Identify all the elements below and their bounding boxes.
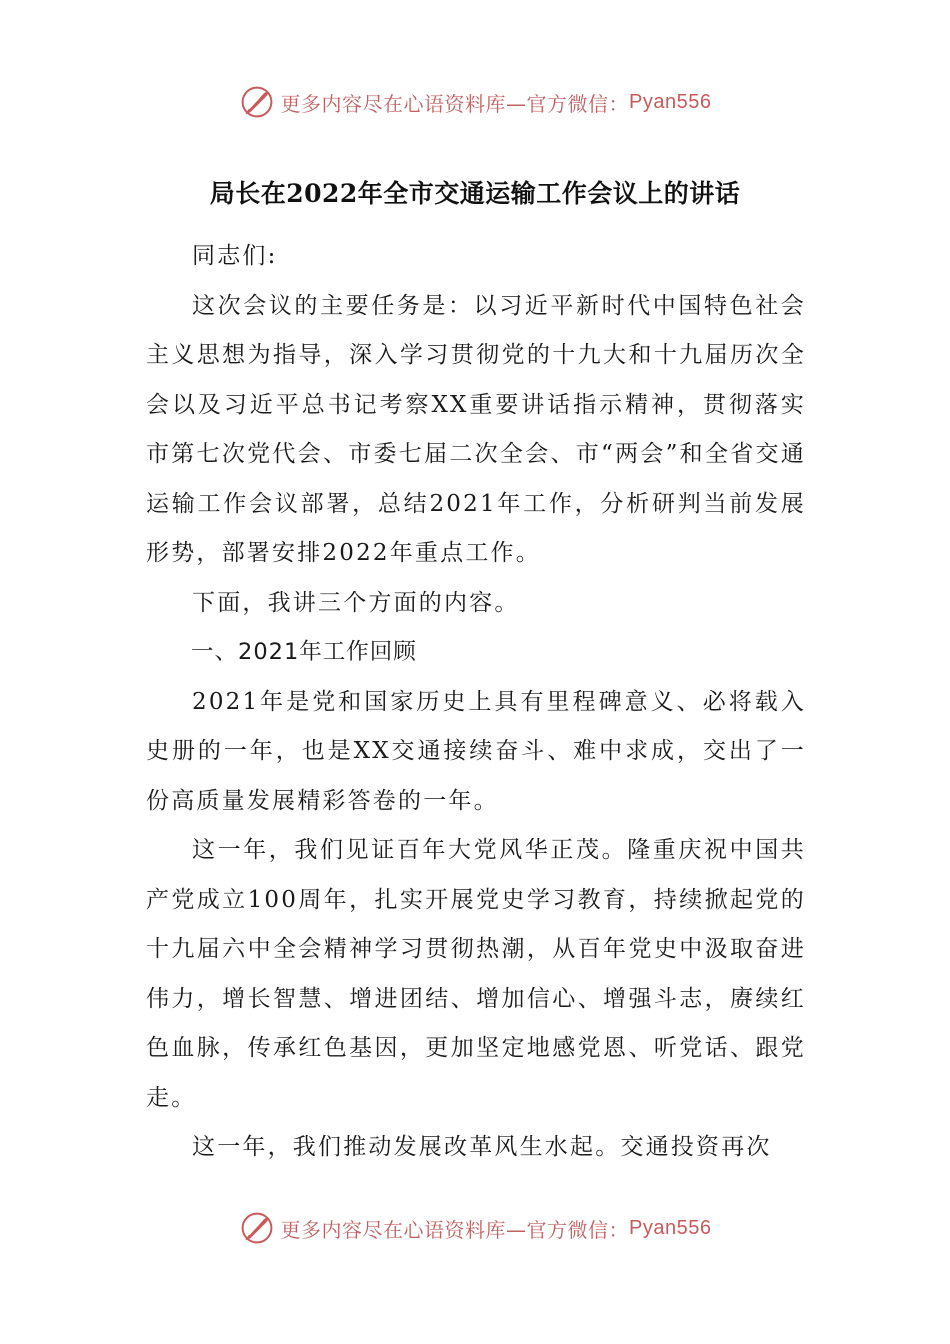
quill-pen-icon	[239, 1210, 275, 1246]
watermark-wechat-id: Pyan556	[629, 90, 712, 113]
quill-pen-icon	[239, 84, 275, 120]
salutation: 同志们:	[192, 243, 278, 269]
document-body	[146, 232, 806, 1173]
watermark-footer	[0, 1210, 950, 1246]
watermark-header	[0, 84, 950, 120]
paragraph: 这次会议的主要任务是：以习近平新时代中国特色社会主义思想为指导，深入学习贯彻党的十九大和十九届历次全会以及习近平总书记考察XX重要讲话指示精神，贯彻落实市第七次党代会、市委七届二次全会、市“两会”和全省交通运输工作会议部署，总结2021年工作，分析研判当前发展形势，部署安排2022年重点工作。	[146, 292, 806, 566]
paragraph: 这一年，我们推动发展改革风生水起。交通投资再次	[192, 1134, 772, 1160]
watermark-text: 更多内容尽在心语资料库—官方微信：	[280, 91, 630, 116]
watermark-text: 更多内容尽在心语资料库—官方微信：	[280, 1217, 630, 1242]
section-heading: 一、2021年工作回顾	[191, 639, 417, 665]
paragraph: 2021年是党和国家历史上具有里程碑意义、必将载入史册的一年，也是XX交通接续奋斗、难中求成，交出了一份高质量发展精彩答卷的一年。	[146, 688, 806, 814]
paragraph: 下面，我讲三个方面的内容。	[192, 589, 520, 616]
watermark-wechat-id: Pyan556	[629, 1216, 712, 1239]
document-title: 局长在2022年全市交通运输工作会议上的讲话	[209, 179, 741, 208]
paragraph: 这一年，我们见证百年大党风华正茂。隆重庆祝中国共产党成立100周年，扎实开展党史学习教育，持续掀起党的十九届六中全会精神学习贯彻热潮，从百年党史中汲取奋进伟力，增长智慧、增进团结、增加信心、增强斗志，赓续红色血脉，传承红色基因，更加坚定地感党恩、听党话、跟党走。	[146, 837, 806, 1111]
